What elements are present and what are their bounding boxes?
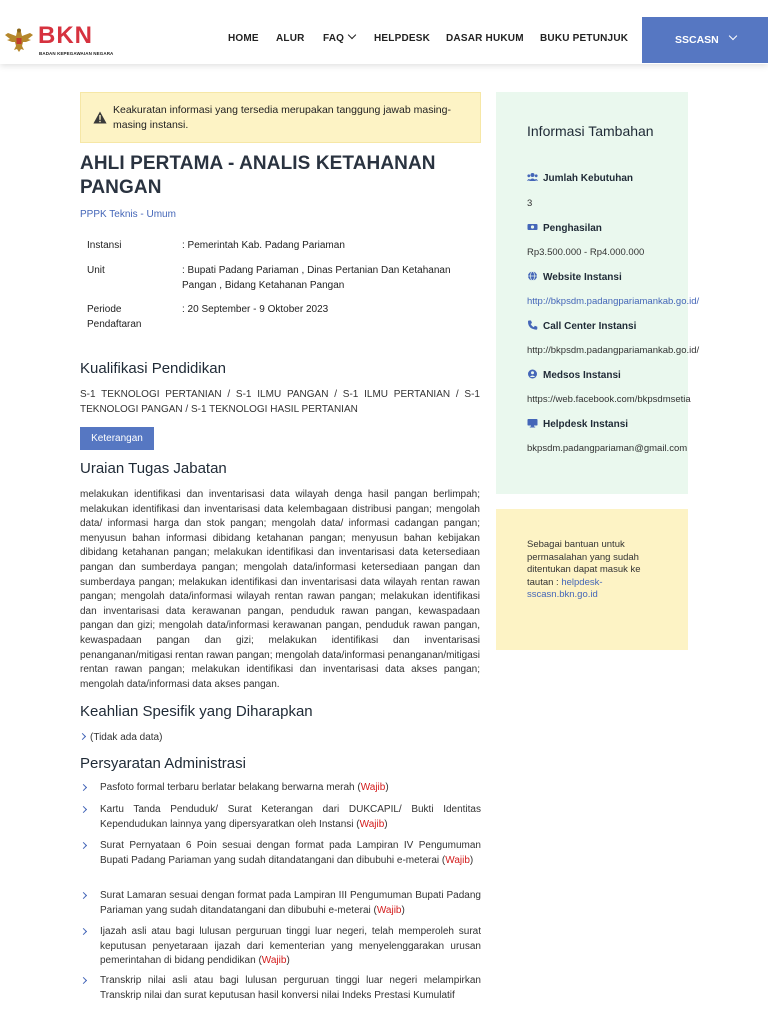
keahlian-empty	[80, 732, 162, 743]
user-circle-icon	[527, 369, 538, 379]
section-heading-kualifikasi: Kualifikasi Pendidikan	[80, 360, 226, 377]
helpdesk-link[interactable]: helpdesk-sscasn.bkn.go.id	[527, 576, 603, 600]
uraian-text: melakukan identifikasi dan inventarisasi data wilayah denga hasil pangan berlimpah; melakukan identifikasi dan inventarisasi data kelembagaan distribusi pangan; mengolah data/ informasi harga dan stok pangan; mengolah data/ informasi cadangan pangan; menyusun bahan informasi dibidang ketahanan pangan; menyusun bahan kebijakan dibidang ketahanan pangan; melakukan identifikasi dan inventarisasi data ketersediaan pangan dan sumberdaya pangan; mengolah data/informasi ketersediaan pangan dan sumberdaya pangan; melakukan identifikasi dan inventarisasi data wilayah rentan rawan pangan; mengolah data/informasi wilayah rentan rawan pangan; melakukan identifikasi dan inventarisasi data kerawanan pangan, penduduk rawan pangan, kewaspadaan pangan dan gizi; mengolah data/informasi kerawanan pangan, penduduk rawan pangan, kewaspadaan pangan dan gizi; melakukan identifikasi dan inventarisasi penanganan/mitigasi rentan rawan pangan; mengolah data/informasi penanganan/mitigasi rentan rawan pangan; melakukan identifikasi dan inventarisasi data akses pangan; mengolah data/informasi data akses pangan.	[80, 489, 480, 690]
nav-faq-label: FAQ	[323, 33, 345, 44]
sscasn-menu-button[interactable]	[642, 17, 768, 63]
detail-value: : Pemerintah Kab. Padang Pariaman	[182, 240, 345, 251]
sidebar-label-text: Helpdesk Instansi	[543, 419, 629, 430]
sidebar-label-medsos	[527, 369, 621, 381]
requirement-text: Surat Pernyataan 6 Poin sesuai dengan format pada Lampiran IV Pengumuman Bupati Padang Pariaman yang sudah ditandatangani dan dibubuhi e-meterai	[100, 840, 481, 866]
sidebar-label-text: Jumlah Kebutuhan	[543, 173, 634, 184]
sidebar-value-medsos: https://web.facebook.com/bkpsdmsetia	[527, 394, 691, 405]
sidebar-value-callcenter: http://bkpsdm.padangpariamankab.go.id/	[527, 345, 700, 356]
nav-faq[interactable]	[323, 33, 355, 44]
chevron-down-icon	[348, 31, 356, 39]
keahlian-text: (Tidak ada data)	[90, 732, 163, 743]
chevron-right-icon	[79, 733, 86, 740]
detail-value: : 20 September - 9 Oktober 2023	[182, 304, 329, 315]
helpdesk-info-box	[496, 509, 688, 650]
nav-dasar-hukum[interactable]: DASAR HUKUM	[446, 33, 524, 44]
requirement-item: Kartu Tanda Penduduk/ Surat Keterangan dari DUKCAPIL/ Bukti Identitas Kependudukan lainnya yang dipersyaratkan oleh Instansi (Wajib)	[80, 803, 481, 832]
requirement-item: Pasfoto formal terbaru berlatar belakang berwarna merah (Wajib)	[80, 781, 481, 796]
sidebar-label-text: Penghasilan	[543, 223, 602, 234]
sidebar-label-penghasilan	[527, 222, 602, 234]
requirement-text: Transkrip nilai asli atau bagi lulusan perguruan tinggi luar negeri melampirkan Transkrip nilai dan surat keputusan hasil konversi nilai Indeks Prestasi Kumulatif	[100, 975, 481, 1001]
desktop-icon	[527, 418, 538, 428]
chevron-down-icon	[729, 32, 737, 40]
sidebar-label-text: Medsos Instansi	[543, 370, 621, 381]
detail-label: Periode Pendaftaran	[87, 304, 142, 330]
disclaimer-alert	[80, 92, 481, 143]
detail-label: Instansi	[87, 240, 122, 251]
nav-home[interactable]: HOME	[228, 33, 259, 44]
wajib-label: Wajib	[359, 818, 385, 830]
informasi-tambahan-panel	[496, 92, 700, 494]
section-heading-uraian: Uraian Tugas Jabatan	[80, 460, 227, 477]
alert-text: Keakuratan informasi yang tersedia merupakan tanggung jawab masing-masing instansi.	[113, 104, 451, 131]
bkn-logo[interactable]	[4, 22, 114, 58]
kualifikasi-text: S-1 TEKNOLOGI PERTANIAN / S-1 ILMU PANGAN / S-1 ILMU PERTANIAN / S-1 TEKNOLOGI PANGAN / S-1 TEKNOLOGI HASIL PERTANIAN	[80, 389, 480, 415]
wajib-label: Wajib	[261, 955, 287, 967]
requirement-item: Surat Lamaran sesuai dengan format pada Lampiran III Pengumuman Bupati Padang Pariaman yang sudah ditandatangani dan dibubuhi e-meterai (Wajib)	[80, 889, 481, 918]
logo-wordmark: BKN	[38, 22, 93, 49]
wajib-label: Wajib	[376, 904, 402, 916]
section-heading-keahlian: Keahlian Spesifik yang Diharapkan	[80, 703, 313, 720]
detail-label: Unit	[87, 265, 105, 276]
requirement-text: Pasfoto formal terbaru berlatar belakang berwarna merah	[100, 782, 355, 793]
users-icon	[527, 172, 538, 182]
requirement-text: Kartu Tanda Penduduk/ Surat Keterangan dari DUKCAPIL/ Bukti Identitas Kependudukan lainnya yang dipersyaratkan oleh Instansi	[100, 804, 481, 830]
job-title: AHLI PERTAMA - ANALIS KETAHANAN PANGAN	[80, 153, 436, 198]
sidebar-label-jumlah	[527, 172, 633, 184]
requirement-item: Surat Pernyataan 6 Poin sesuai dengan format pada Lampiran IV Pengumuman Bupati Padang Pariaman yang sudah ditandatangani dan dibubuhi e-meterai (Wajib)	[80, 839, 481, 868]
wajib-label: Wajib	[360, 782, 386, 793]
requirement-text: Surat Lamaran sesuai dengan format pada Lampiran III Pengumuman Bupati Padang Pariaman yang sudah ditandatangani dan dibubuhi e-meterai	[100, 890, 481, 916]
sscasn-label: SSCASN	[675, 34, 719, 46]
sidebar-value-penghasilan: Rp3.500.000 - Rp4.000.000	[527, 247, 645, 258]
help-description: Sebagai bantuan untuk permasalahan yang sudah ditentukan dapat masuk ke tautan :	[527, 539, 641, 588]
keterangan-button[interactable]: Keterangan	[80, 427, 154, 450]
sidebar-label-text: Website Instansi	[543, 272, 622, 283]
nav-helpdesk[interactable]: HELPDESK	[374, 33, 431, 44]
chevron-right-icon	[80, 928, 87, 935]
nav-buku-petunjuk[interactable]: BUKU PETUNJUK	[540, 33, 629, 44]
sidebar-label-text: Call Center Instansi	[543, 321, 637, 332]
sidebar-value-helpdesk: bkpsdm.padangpariaman@gmail.com	[527, 443, 688, 454]
chevron-right-icon	[80, 842, 87, 849]
job-category: PPPK Teknis - Umum	[80, 209, 176, 220]
top-navbar	[0, 0, 768, 64]
warning-icon	[93, 111, 107, 124]
wajib-label: Wajib	[445, 854, 470, 866]
section-heading-persyaratan: Persyaratan Administrasi	[80, 755, 246, 772]
globe-icon	[527, 271, 538, 281]
sidebar-label-callcenter	[527, 320, 636, 332]
garuda-emblem-icon	[4, 26, 34, 54]
detail-value: : Bupati Padang Pariaman , Dinas Pertanian Dan Ketahanan Pangan , Bidang Ketahanan Pangan	[182, 265, 451, 291]
chevron-right-icon	[80, 892, 87, 899]
requirement-item	[80, 974, 481, 1003]
logo-subtitle: BADAN KEPEGAWAIAN NEGARA	[39, 51, 114, 56]
sidebar-label-helpdesk	[527, 418, 628, 430]
chevron-right-icon	[80, 977, 87, 984]
sidebar-link-website[interactable]: http://bkpsdm.padangpariamankab.go.id/	[527, 296, 700, 307]
sidebar-label-website	[527, 271, 622, 283]
requirement-text: Ijazah asli atau bagi lulusan perguruan tinggi luar negeri, telah memperoleh surat keputusan penyetaraan ijazah dari kementerian yang menyelenggarakan urusan pemerintahan di bidang pendidikan	[100, 926, 481, 967]
sidebar-heading: Informasi Tambahan	[527, 123, 654, 139]
nav-alur[interactable]: ALUR	[276, 33, 305, 44]
requirement-item: Ijazah asli atau bagi lulusan perguruan tinggi luar negeri, telah memperoleh surat keputusan penyetaraan ijazah dari kementerian yang menyelenggarakan urusan pemerintahan di bidang pendidikan (Wajib)	[80, 925, 481, 969]
money-icon	[527, 222, 538, 232]
chevron-right-icon	[80, 784, 87, 791]
chevron-right-icon	[80, 806, 87, 813]
phone-icon	[527, 320, 538, 330]
help-text	[527, 539, 667, 602]
sidebar-value-jumlah: 3	[527, 198, 533, 209]
